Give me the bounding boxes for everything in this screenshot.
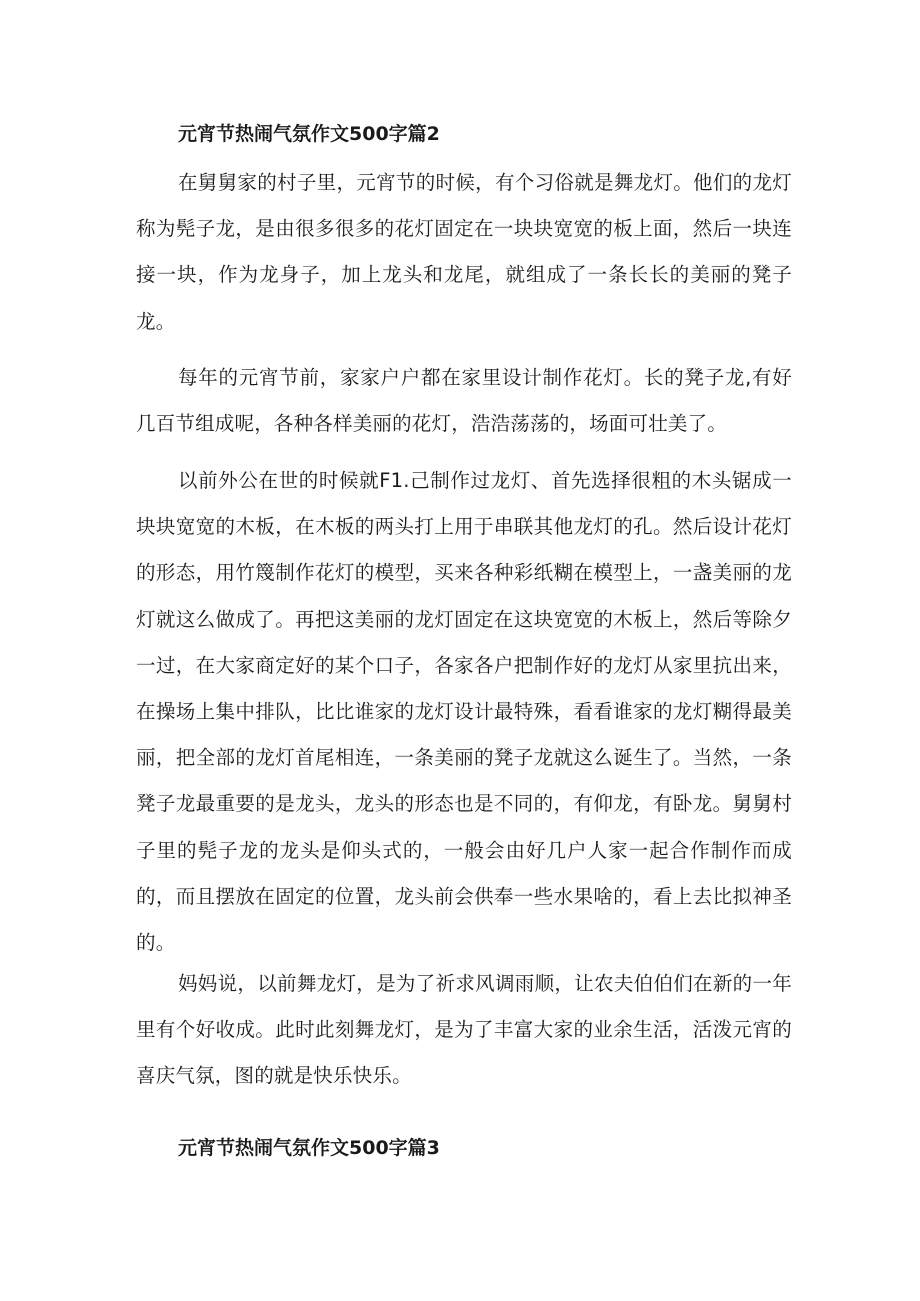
paragraph-lantern-making: 每年的元宵节前，家家户户都在家里设计制作花灯。长的凳子龙,有好几百节组成呢，各种各样美丽的花灯，浩浩荡荡的，场面可壮美了。: [136, 366, 792, 436]
section-heading-2: 元宵节热闹气氛作文500字篇2: [178, 123, 440, 145]
paragraph-grandfather-story: 以前外公在世的时候就F1.己制作过龙灯、首先选择很粗的木头锯成一块块宽宽的木板，在木板的两头打上用于串联其他龙灯的孔。然后设计花灯的形态，用竹篾制作花灯的模型，买来各种彩纸糊在模型上，一盏美丽的龙灯就这么做成了。再把这美丽的龙灯固定在这块宽宽的木板上，然后等除夕一过，在大家商定好的某个口子，各家各户把制作好的龙灯从家里抗出来，在操场上集中排队，比比谁家的龙灯设计最特殊，看看谁家的龙灯糊得最美丽，把全部的龙灯首尾相连，一条美丽的凳子龙就这么诞生了。当然，一条凳子龙最重要的是龙头，龙头的形态也是不同的，有仰龙，有卧龙。舅舅村子里的髡子龙的龙头是仰头式的，一般会由好几户人家一起合作制作而成的，而且摆放在固定的位置，龙头前会供奉一些水果啥的，看上去比拟神圣的。: [136, 469, 792, 955]
paragraph-mother-says: 妈妈说，以前舞龙灯，是为了祈求风调雨顺，让农夫伯伯们在新的一年里有个好收成。此时此刻舞龙灯，是为了丰富大家的业余生活，活泼元宵的喜庆气氛，图的就是快乐快乐。: [136, 972, 792, 1088]
section-heading-3: 元宵节热闹气氛作文500字篇3: [178, 1137, 440, 1159]
paragraph-dragon-lantern-custom: 在舅舅家的村子里，元宵节的时候，有个习俗就是舞龙灯。他们的龙灯称为髡子龙，是由很多很多的花灯固定在一块块宽宽的板上面，然后一块连接一块，作为龙身子，加上龙头和龙尾，就组成了一条长长的美丽的凳子龙。: [136, 171, 792, 333]
